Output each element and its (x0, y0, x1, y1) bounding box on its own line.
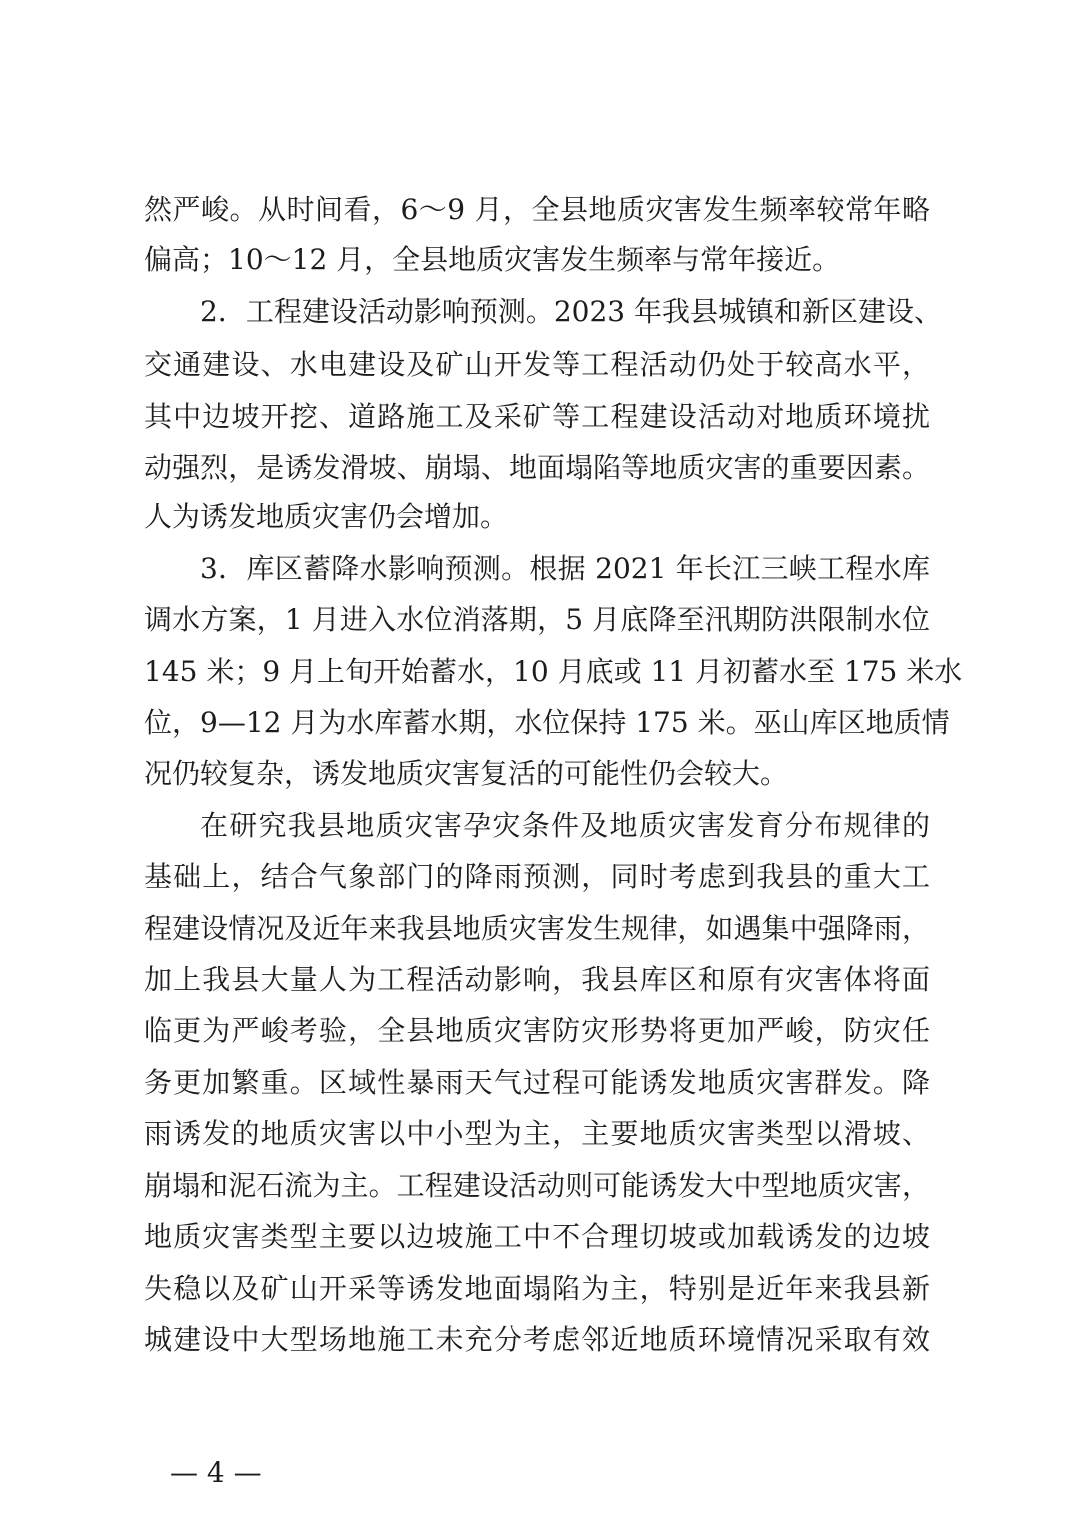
text-line-13: 在研究我县地质灾害孕灾条件及地质灾害发育分布规律的 (200, 809, 930, 842)
text-line-18: 务更加繁重。区域性暴雨天气过程可能诱发地质灾害群发。降 (144, 1066, 930, 1099)
text-line-15: 程建设情况及近年来我县地质灾害发生规律，如遇集中强降雨， (144, 912, 930, 945)
text-line-23: 城建设中大型场地施工未充分考虑邻近地质环境情况采取有效 (144, 1323, 930, 1356)
text-line-20: 崩塌和泥石流为主。工程建设活动则可能诱发大中型地质灾害， (144, 1169, 930, 1202)
text-line-4: 交通建设、水电建设及矿山开发等工程活动仍处于较高水平， (144, 348, 930, 381)
text-line-10: 145 米；9 月上旬开始蓄水，10 月底或 11 月初蓄水至 175 米水 (144, 655, 963, 688)
text-line-7: 人为诱发地质灾害仍会增加。 (144, 500, 509, 533)
text-line-17: 临更为严峻考验，全县地质灾害防灾形势将更加严峻，防灾任 (144, 1014, 930, 1047)
text-line-19: 雨诱发的地质灾害以中小型为主，主要地质灾害类型以滑坡、 (144, 1117, 930, 1150)
text-line-8: 3．库区蓄降水影响预测。根据 2021 年长江三峡工程水库 (200, 552, 930, 585)
page-number: — 4 — (170, 1456, 262, 1489)
text-line-6: 动强烈，是诱发滑坡、崩塌、地面塌陷等地质灾害的重要因素。 (144, 451, 930, 484)
text-line-11: 位，9—12 月为水库蓄水期，水位保持 175 米。巫山库区地质情 (144, 706, 950, 739)
text-line-1: 然严峻。从时间看，6～9 月，全县地质灾害发生频率较常年略 (144, 193, 930, 226)
text-line-22: 失稳以及矿山开采等诱发地面塌陷为主，特别是近年来我县新 (144, 1272, 930, 1305)
text-line-14: 基础上，结合气象部门的降雨预测，同时考虑到我县的重大工 (144, 860, 930, 893)
text-line-2: 偏高；10～12 月，全县地质灾害发生频率与常年接近。 (144, 243, 841, 276)
text-line-3: 2．工程建设活动影响预测。2023 年我县城镇和新区建设、 (200, 295, 942, 328)
text-line-5: 其中边坡开挖、道路施工及采矿等工程建设活动对地质环境扰 (144, 400, 930, 433)
text-line-21: 地质灾害类型主要以边坡施工中不合理切坡或加载诱发的边坡 (144, 1220, 930, 1253)
text-line-12: 况仍较复杂，诱发地质灾害复活的可能性仍会较大。 (144, 757, 789, 790)
text-line-16: 加上我县大量人为工程活动影响，我县库区和原有灾害体将面 (144, 963, 930, 996)
text-line-9: 调水方案，1 月进入水位消落期，5 月底降至汛期防洪限制水位 (144, 603, 930, 636)
